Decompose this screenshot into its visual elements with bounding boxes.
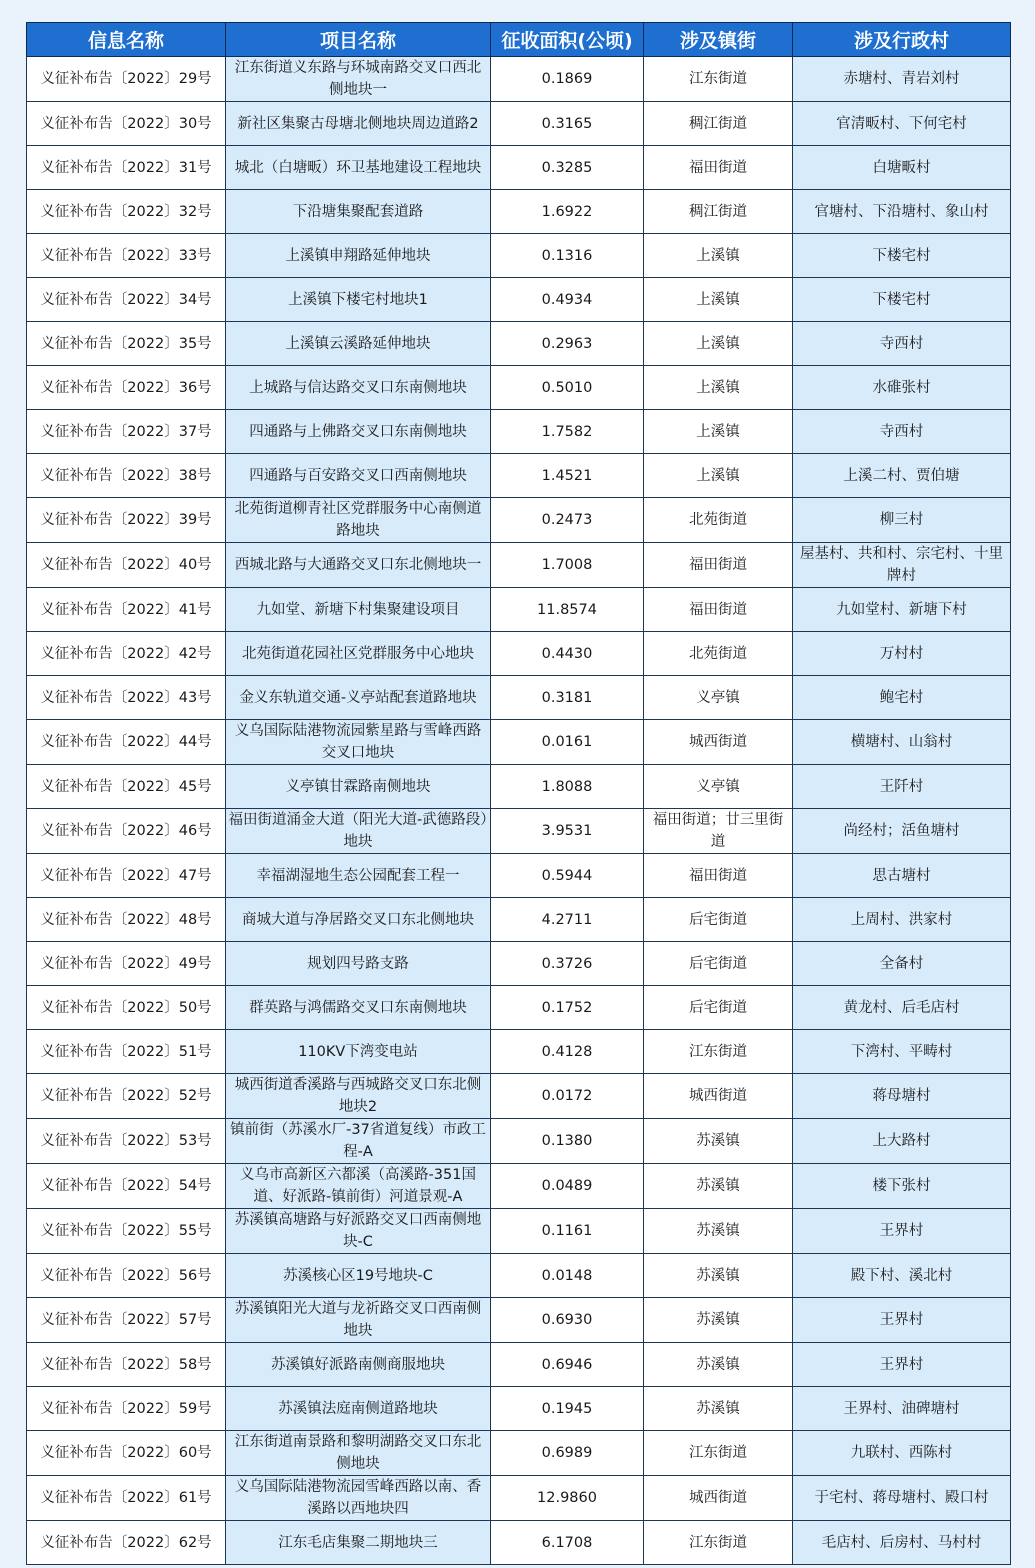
cell-village: 柳三村 [793,498,1011,543]
cell-town: 苏溪镇 [644,1298,793,1343]
cell-project-name: 镇前街（苏溪水厂-37省道复线）市政工程-A [226,1119,491,1164]
cell-village: 楼下张村 [793,1164,1011,1209]
table-row [27,765,1011,809]
cell-info-name: 义征补布告〔2022〕54号 [27,1164,226,1209]
cell-info-name: 义征补布告〔2022〕32号 [27,190,226,234]
cell-project-name: 义亭镇甘霖路南侧地块 [226,765,491,809]
cell-area: 1.7582 [491,410,644,454]
cell-town: 义亭镇 [644,765,793,809]
cell-project-name: 义乌国际陆港物流园雪峰西路以南、香溪路以西地块四 [226,1476,491,1521]
cell-area: 0.6989 [491,1431,644,1476]
table-row [27,1343,1011,1387]
cell-area: 0.1752 [491,986,644,1030]
cell-project-name: 西城北路与大通路交叉口东北侧地块一 [226,543,491,588]
cell-info-name: 义征补布告〔2022〕50号 [27,986,226,1030]
cell-town: 后宅街道 [644,942,793,986]
cell-town: 北苑街道 [644,498,793,543]
cell-area: 0.3285 [491,146,644,190]
cell-project-name: 江东毛店集聚二期地块三 [226,1521,491,1565]
table-row [27,1164,1011,1209]
header-project-name: 项目名称 [226,23,491,57]
table-body [27,57,1011,1565]
cell-village: 上周村、洪家村 [793,898,1011,942]
cell-village: 九联村、西陈村 [793,1431,1011,1476]
table-header-row [27,23,1011,57]
cell-project-name: 义乌国际陆港物流园紫星路与雪峰西路交叉口地块 [226,720,491,765]
cell-area: 0.6946 [491,1343,644,1387]
cell-info-name: 义征补布告〔2022〕36号 [27,366,226,410]
cell-area: 0.1869 [491,57,644,102]
cell-area: 0.0172 [491,1074,644,1119]
cell-village: 赤塘村、青岩刘村 [793,57,1011,102]
cell-project-name: 上溪镇下楼宅村地块1 [226,278,491,322]
cell-village: 蒋母塘村 [793,1074,1011,1119]
cell-area: 0.5010 [491,366,644,410]
table-row [27,986,1011,1030]
cell-area: 0.6930 [491,1298,644,1343]
table-row [27,676,1011,720]
cell-project-name: 四通路与百安路交叉口西南侧地块 [226,454,491,498]
cell-info-name: 义征补布告〔2022〕47号 [27,854,226,898]
cell-project-name: 上溪镇云溪路延伸地块 [226,322,491,366]
cell-village: 寺西村 [793,322,1011,366]
cell-village: 万村村 [793,632,1011,676]
cell-info-name: 义征补布告〔2022〕38号 [27,454,226,498]
cell-project-name: 北苑街道柳青社区党群服务中心南侧道路地块 [226,498,491,543]
cell-village: 尚经村；活鱼塘村 [793,809,1011,854]
cell-village: 下楼宅村 [793,234,1011,278]
cell-project-name: 义乌市高新区六都溪（高溪路-351国道、好派路-镇前街）河道景观-A [226,1164,491,1209]
cell-info-name: 义征补布告〔2022〕41号 [27,588,226,632]
cell-info-name: 义征补布告〔2022〕34号 [27,278,226,322]
table-row [27,942,1011,986]
cell-project-name: 金义东轨道交通-义亭站配套道路地块 [226,676,491,720]
cell-area: 0.1316 [491,234,644,278]
cell-info-name: 义征补布告〔2022〕48号 [27,898,226,942]
table-row [27,543,1011,588]
table-row [27,1521,1011,1565]
cell-info-name: 义征补布告〔2022〕29号 [27,57,226,102]
cell-project-name: 苏溪镇好派路南侧商服地块 [226,1343,491,1387]
cell-project-name: 四通路与上佛路交叉口东南侧地块 [226,410,491,454]
cell-project-name: 群英路与鸿儒路交叉口东南侧地块 [226,986,491,1030]
cell-project-name: 上溪镇申翔路延伸地块 [226,234,491,278]
cell-area: 0.1945 [491,1387,644,1431]
cell-info-name: 义征补布告〔2022〕45号 [27,765,226,809]
cell-project-name: 上城路与信达路交叉口东南侧地块 [226,366,491,410]
cell-town: 江东街道 [644,1431,793,1476]
cell-project-name: 新社区集聚古母塘北侧地块周边道路2 [226,102,491,146]
cell-town: 福田街道 [644,588,793,632]
cell-village: 官塘村、下沿塘村、象山村 [793,190,1011,234]
land-acquisition-table [26,22,1011,1565]
table-row [27,1209,1011,1254]
table-row [27,1119,1011,1164]
table-row [27,1476,1011,1521]
cell-town: 江东街道 [644,1030,793,1074]
cell-project-name: 苏溪核心区19号地块-C [226,1254,491,1298]
cell-info-name: 义征补布告〔2022〕30号 [27,102,226,146]
cell-area: 3.9531 [491,809,644,854]
cell-town: 苏溪镇 [644,1164,793,1209]
header-town: 涉及镇街 [644,23,793,57]
cell-area: 0.0161 [491,720,644,765]
cell-info-name: 义征补布告〔2022〕59号 [27,1387,226,1431]
table-row [27,1298,1011,1343]
table-row [27,322,1011,366]
cell-village: 水碓张村 [793,366,1011,410]
table-row [27,1030,1011,1074]
cell-village: 殿下村、溪北村 [793,1254,1011,1298]
cell-project-name: 江东街道义东路与环城南路交叉口西北侧地块一 [226,57,491,102]
cell-town: 江东街道 [644,1521,793,1565]
table-row [27,1431,1011,1476]
cell-town: 苏溪镇 [644,1209,793,1254]
cell-info-name: 义征补布告〔2022〕33号 [27,234,226,278]
cell-project-name: 苏溪镇阳光大道与龙祈路交叉口西南侧地块 [226,1298,491,1343]
cell-town: 城西街道 [644,1476,793,1521]
cell-village: 官清畈村、下何宅村 [793,102,1011,146]
cell-project-name: 江东街道南景路和黎明湖路交叉口东北侧地块 [226,1431,491,1476]
table-row [27,146,1011,190]
header-village: 涉及行政村 [793,23,1011,57]
cell-project-name: 城西街道香溪路与西城路交叉口东北侧地块2 [226,1074,491,1119]
cell-area: 0.4128 [491,1030,644,1074]
cell-area: 0.0489 [491,1164,644,1209]
cell-town: 福田街道 [644,854,793,898]
cell-town: 上溪镇 [644,322,793,366]
cell-info-name: 义征补布告〔2022〕39号 [27,498,226,543]
cell-project-name: 苏溪镇法庭南侧道路地块 [226,1387,491,1431]
cell-town: 上溪镇 [644,366,793,410]
cell-info-name: 义征补布告〔2022〕56号 [27,1254,226,1298]
table-row [27,1387,1011,1431]
cell-village: 寺西村 [793,410,1011,454]
cell-area: 6.1708 [491,1521,644,1565]
cell-info-name: 义征补布告〔2022〕58号 [27,1343,226,1387]
cell-project-name: 幸福湖湿地生态公园配套工程一 [226,854,491,898]
cell-area: 0.3181 [491,676,644,720]
table-row [27,720,1011,765]
cell-town: 稠江街道 [644,190,793,234]
cell-village: 屋基村、共和村、宗宅村、十里牌村 [793,543,1011,588]
cell-village: 上溪二村、贾伯塘 [793,454,1011,498]
cell-project-name: 下沿塘集聚配套道路 [226,190,491,234]
cell-area: 0.1380 [491,1119,644,1164]
cell-info-name: 义征补布告〔2022〕35号 [27,322,226,366]
table-row [27,57,1011,102]
cell-info-name: 义征补布告〔2022〕31号 [27,146,226,190]
cell-area: 1.7008 [491,543,644,588]
cell-info-name: 义征补布告〔2022〕40号 [27,543,226,588]
cell-village: 王界村 [793,1343,1011,1387]
cell-town: 苏溪镇 [644,1254,793,1298]
cell-town: 苏溪镇 [644,1387,793,1431]
cell-area: 0.2963 [491,322,644,366]
header-area: 征收面积(公顷) [491,23,644,57]
cell-area: 0.3165 [491,102,644,146]
cell-area: 0.5944 [491,854,644,898]
cell-town: 福田街道；廿三里街道 [644,809,793,854]
table-row [27,632,1011,676]
cell-town: 城西街道 [644,1074,793,1119]
cell-project-name: 九如堂、新塘下村集聚建设项目 [226,588,491,632]
cell-area: 0.4430 [491,632,644,676]
cell-town: 江东街道 [644,57,793,102]
table-row [27,234,1011,278]
cell-town: 后宅街道 [644,898,793,942]
cell-village: 上大路村 [793,1119,1011,1164]
cell-info-name: 义征补布告〔2022〕55号 [27,1209,226,1254]
table-row [27,854,1011,898]
cell-info-name: 义征补布告〔2022〕60号 [27,1431,226,1476]
cell-village: 下湾村、平畴村 [793,1030,1011,1074]
cell-area: 11.8574 [491,588,644,632]
cell-area: 0.1161 [491,1209,644,1254]
cell-info-name: 义征补布告〔2022〕49号 [27,942,226,986]
cell-area: 4.2711 [491,898,644,942]
cell-info-name: 义征补布告〔2022〕62号 [27,1521,226,1565]
cell-town: 上溪镇 [644,410,793,454]
cell-area: 0.2473 [491,498,644,543]
cell-info-name: 义征补布告〔2022〕51号 [27,1030,226,1074]
cell-info-name: 义征补布告〔2022〕42号 [27,632,226,676]
cell-village: 毛店村、后房村、马村村 [793,1521,1011,1565]
cell-town: 后宅街道 [644,986,793,1030]
cell-area: 0.3726 [491,942,644,986]
cell-info-name: 义征补布告〔2022〕52号 [27,1074,226,1119]
table-row [27,588,1011,632]
cell-town: 义亭镇 [644,676,793,720]
cell-town: 稠江街道 [644,102,793,146]
cell-project-name: 北苑街道花园社区党群服务中心地块 [226,632,491,676]
cell-area: 1.4521 [491,454,644,498]
cell-village: 王界村 [793,1209,1011,1254]
table-row [27,366,1011,410]
table-row [27,278,1011,322]
cell-project-name: 商城大道与净居路交叉口东北侧地块 [226,898,491,942]
cell-village: 白塘畈村 [793,146,1011,190]
table-row [27,1254,1011,1298]
cell-area: 0.4934 [491,278,644,322]
cell-town: 福田街道 [644,543,793,588]
cell-town: 上溪镇 [644,278,793,322]
cell-info-name: 义征补布告〔2022〕53号 [27,1119,226,1164]
cell-village: 王阡村 [793,765,1011,809]
cell-project-name: 110KV下湾变电站 [226,1030,491,1074]
cell-village: 思古塘村 [793,854,1011,898]
cell-area: 12.9860 [491,1476,644,1521]
cell-info-name: 义征补布告〔2022〕37号 [27,410,226,454]
cell-town: 上溪镇 [644,234,793,278]
cell-town: 苏溪镇 [644,1343,793,1387]
cell-area: 0.0148 [491,1254,644,1298]
table-row [27,410,1011,454]
cell-village: 下楼宅村 [793,278,1011,322]
cell-info-name: 义征补布告〔2022〕57号 [27,1298,226,1343]
cell-town: 城西街道 [644,720,793,765]
table-row [27,809,1011,854]
cell-village: 王界村 [793,1298,1011,1343]
cell-village: 鲍宅村 [793,676,1011,720]
header-info-name: 信息名称 [27,23,226,57]
cell-town: 北苑街道 [644,632,793,676]
cell-project-name: 福田街道涌金大道（阳光大道-武德路段）地块 [226,809,491,854]
cell-town: 上溪镇 [644,454,793,498]
cell-project-name: 城北（白塘畈）环卫基地建设工程地块 [226,146,491,190]
cell-village: 全备村 [793,942,1011,986]
table-row [27,102,1011,146]
cell-info-name: 义征补布告〔2022〕43号 [27,676,226,720]
cell-village: 王界村、油碑塘村 [793,1387,1011,1431]
cell-info-name: 义征补布告〔2022〕44号 [27,720,226,765]
cell-area: 1.6922 [491,190,644,234]
table-row [27,498,1011,543]
table-row [27,1074,1011,1119]
cell-village: 九如堂村、新塘下村 [793,588,1011,632]
table-row [27,190,1011,234]
cell-town: 苏溪镇 [644,1119,793,1164]
cell-info-name: 义征补布告〔2022〕61号 [27,1476,226,1521]
table-row [27,454,1011,498]
cell-village: 黄龙村、后毛店村 [793,986,1011,1030]
cell-village: 于宅村、蒋母塘村、殿口村 [793,1476,1011,1521]
cell-village: 横塘村、山翁村 [793,720,1011,765]
cell-project-name: 苏溪镇高塘路与好派路交叉口西南侧地块-C [226,1209,491,1254]
table-row [27,898,1011,942]
cell-project-name: 规划四号路支路 [226,942,491,986]
cell-area: 1.8088 [491,765,644,809]
cell-info-name: 义征补布告〔2022〕46号 [27,809,226,854]
cell-town: 福田街道 [644,146,793,190]
